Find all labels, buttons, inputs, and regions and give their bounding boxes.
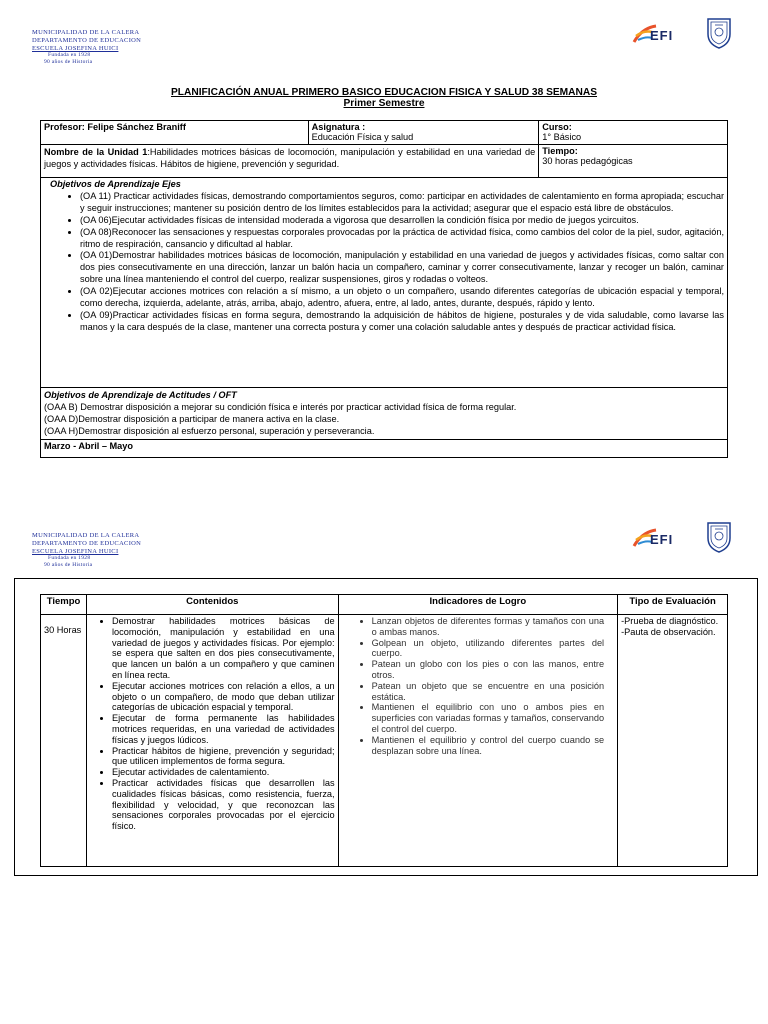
header-evaluacion: Tipo de Evaluación — [618, 595, 728, 615]
contenido-item: • Practicar hábitos de higiene, prevención y seguridad; que utilicen implementos de forma segura. — [112, 746, 335, 768]
contenido-item: • Ejecutar acciones motrices con relación a ellos, a un objeto o un compañero, de modo que deban utilizar categorías de ubicación espacial y temporal. — [112, 681, 335, 713]
school-crest-icon — [706, 16, 732, 50]
contenido-item: • Ejecutar actividades de calentamiento. — [112, 767, 335, 778]
unidad-value: :Habilidades motrices básicas de locomoción, manipulación y estabilidad en una variedad de juegos y actividades físicas. Hábitos de higiene, prevención y seguridad. — [44, 147, 536, 169]
header-line: ESCUELA JOSEFINA HUICI — [32, 547, 119, 555]
objetivo-item: • (OA 08)Reconocer las sensaciones y respuestas corporales provocadas por la práctica de actividad física, como cambios del color de la piel, sudor, agitación, ritmo de respiración, cansancio y dificultad al hablar. — [80, 227, 724, 251]
contenido-item: • Demostrar habilidades motrices básicas de locomoción, manipulación y estabilidad en una variedad de juegos y actividades físicas. Por ejemplo: se espera que salten en dos pies consecutivamente, que lancen un balón a un compañero y que caminen en línea recta. — [112, 616, 335, 681]
school-crest-icon — [706, 520, 732, 554]
header-line: DEPARTAMENTO DE EDUCACION — [32, 539, 142, 547]
objetivo-item: • (OA 01)Demostrar habilidades motrices básicas de locomoción, manipulación y estabilidad en una variedad de juegos y actividades físicas, como saltar con dos pies consecutivamente en una dirección, lanzar un balón hacia un compañero, caminar y correr consecutivamente, lanzar y recoger un balón, caminar sobre una línea manteniendo el control del cuerpo, realizar suspensiones, giros y rodadas o volteos. — [80, 250, 724, 286]
indicador-item: • Lanzan objetos de diferentes formas y tamaños con una o ambas manos. — [372, 616, 605, 638]
actitudes-cell — [41, 388, 728, 440]
evaluacion-item: -Prueba de diagnóstico. — [621, 616, 719, 626]
header-line: ESCUELA JOSEFINA HUICI — [32, 44, 119, 52]
curso-value: 1° Básico — [542, 132, 582, 142]
efi-logo-2 — [630, 524, 682, 552]
title-line: PLANIFICACIÓN ANUAL PRIMERO BASICO EDUCACION FISICA Y SALUD 38 SEMANAS — [170, 87, 598, 98]
indicadores-cell — [338, 615, 618, 867]
actitud-item: (OAA B) Demostrar disposición a mejorar su condición física e interés por practicar actividad física de forma regular. — [44, 402, 517, 412]
tiempo-label: Tiempo: — [542, 146, 578, 156]
objetivos-list — [44, 191, 724, 334]
indicador-item: • Patean un globo con los pies o con las manos, entre otros. — [372, 659, 605, 681]
indicador-item: • Patean un objeto que se encuentre en una posición estática. — [372, 681, 605, 703]
header-line: Fundada en 1928 — [48, 52, 91, 59]
evaluacion-item: -Pauta de observación. — [621, 627, 716, 637]
header-line: 90 años de Historia — [44, 562, 93, 569]
unidad-label: Nombre de la Unidad 1 — [44, 147, 148, 157]
actitud-item: (OAA H)Demostrar disposición al esfuerzo personal, superación y perseverancia. — [44, 426, 375, 436]
asignatura-label: Asignatura : — [311, 122, 366, 132]
indicador-item: • Golpean un objeto, utilizando diferentes partes del cuerpo. — [372, 638, 605, 660]
objetivo-item: • (OA 11) Practicar actividades físicas, demostrando comportamientos seguros, como: participar en actividades de calentamiento en forma apropiada; escuchar y seguir instrucciones; mantener su posición dentro de los límites establecidos para la actividad; asegurar que el espacio está libre de obstáculos. — [80, 191, 724, 215]
tiempo-cell — [539, 145, 728, 178]
header-indicadores: Indicadores de Logro — [338, 595, 618, 615]
actitudes-heading: Objetivos de Aprendizaje de Actitudes / OFT — [44, 390, 237, 400]
objetivo-item: • (OA 09)Practicar actividades físicas en forma segura, demostrando la adquisición de hábitos de higiene, posturales y de vida saludable, como lavarse las manos y la cara después de la clase, mantener una correcta postura y comer una colación saludable antes y después de practicar actividad física. — [80, 310, 724, 334]
indicadores-list — [342, 616, 615, 756]
header-line: DEPARTAMENTO DE EDUCACION — [32, 36, 142, 44]
school-header-2 — [32, 532, 141, 569]
efi-logo-text: EFI — [650, 28, 674, 43]
indicador-item: • Mantienen el equilibrio y control del cuerpo cuando se desplazan sobre una línea. — [372, 735, 605, 757]
tiempo-value: 30 horas pedagógicas — [542, 156, 633, 166]
header-contenidos: Contenidos — [86, 595, 338, 615]
objetivos-cell — [41, 178, 728, 388]
school-header — [32, 29, 141, 66]
contenidos-list — [90, 616, 335, 832]
unidad-cell — [41, 145, 539, 178]
subtitle-line: Primer Semestre — [343, 98, 425, 109]
indicador-item: • Mantienen el equilibrio con uno o ambos pies en superficies con variadas formas y tamaños, conservando el control del cuerpo. — [372, 702, 605, 734]
evaluacion-cell — [618, 615, 728, 867]
unit-info-table — [40, 120, 728, 458]
objetivo-item: • (OA 06)Ejecutar actividades físicas de intensidad moderada a vigorosa que desarrollen la condición física por medio de juegos ycircuitos. — [80, 215, 724, 227]
asignatura-value: Educación Física y salud — [311, 132, 414, 142]
contenido-item: • Practicar actividades físicas que desarrollen las cualidades físicas básicas, como resistencia, fuerza, flexibilidad y velocidad, y que reconozcan las sensaciones corporales provocadas por el ejercicio físico. — [112, 778, 335, 832]
efi-logo — [630, 20, 682, 48]
tiempo-value: 30 Horas — [41, 615, 87, 867]
actitud-item: (OAA D)Demostrar disposición a participar de manera activa en la clase. — [44, 414, 340, 424]
document-title — [0, 87, 768, 109]
contenidos-cell — [86, 615, 338, 867]
curso-cell — [539, 121, 728, 145]
contenido-item: • Ejecutar de forma permanente las habilidades motrices requeridas, en una variedad de actividades físicas y juegos lúdicos. — [112, 713, 335, 745]
efi-logo-text: EFI — [650, 532, 674, 547]
header-line: 90 años de Historia — [44, 59, 93, 66]
objetivos-heading: Objetivos de Aprendizaje Ejes — [50, 179, 181, 189]
curso-label: Curso: — [542, 122, 572, 132]
meses-cell: Marzo - Abril – Mayo — [41, 440, 728, 458]
header-line: MUNICIPALIDAD DE LA CALERA — [32, 532, 140, 539]
objetivo-item: • (OA 02)Ejecutar acciones motrices con relación a sí mismo, a un objeto o un compañero, usando diferentes categorías de ubicación espacial y temporal, como derecha, izquierda, adelante, atrás, arriba, abajo, adentro, afuera, entre, al lado, antes, durante, después, rápido y lento. — [80, 286, 724, 310]
header-line: MUNICIPALIDAD DE LA CALERA — [32, 29, 140, 36]
asignatura-cell — [308, 121, 539, 145]
header-line: Fundada en 1928 — [48, 555, 91, 562]
profesor-cell: Profesor: Felipe Sánchez Braniff — [41, 121, 309, 145]
planning-table — [40, 594, 728, 867]
header-tiempo: Tiempo — [41, 595, 87, 615]
